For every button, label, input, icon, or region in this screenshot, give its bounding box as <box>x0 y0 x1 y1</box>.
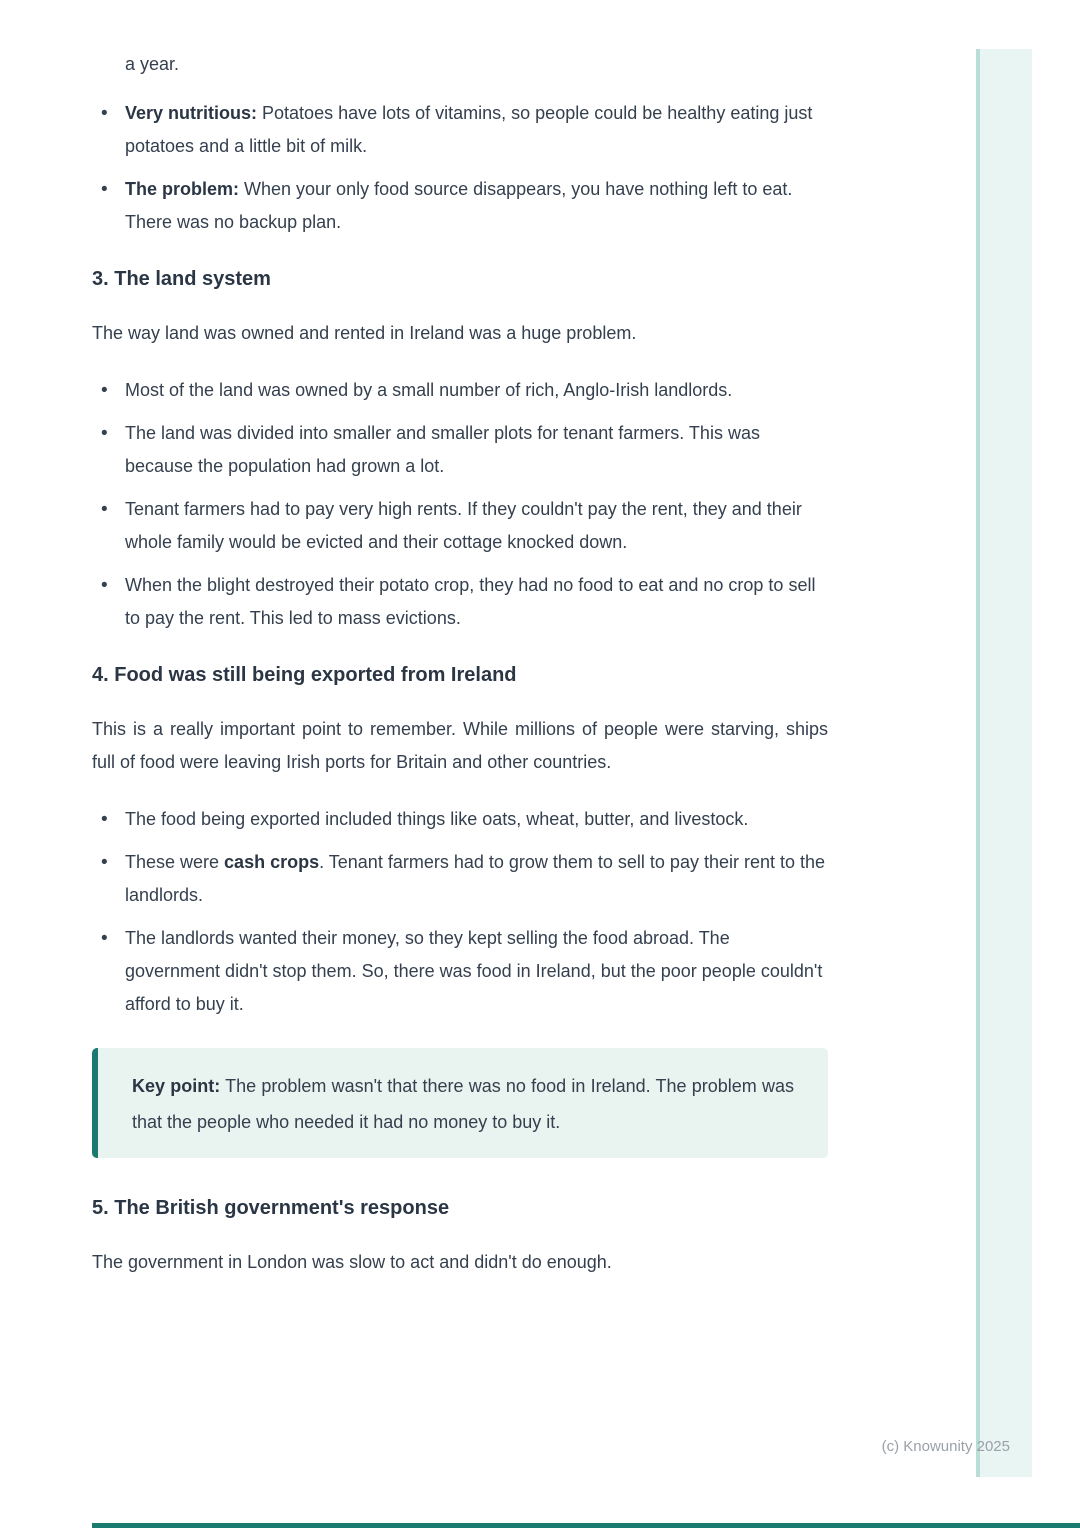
list-item <box>92 846 828 912</box>
section-heading-land-system: 3. The land system <box>92 268 271 290</box>
section-intro: This is a really important point to remember. While millions of people were starving, ships full of food were leaving Irish ports for Britain and other countries. <box>92 719 828 772</box>
key-point-body: The problem wasn't that there was no food in Ireland. The problem was that the people who needed it had no money to buy it. <box>132 1076 795 1132</box>
section-intro: The way land was owned and rented in Ireland was a huge problem. <box>92 323 637 343</box>
key-point-text <box>132 1068 794 1140</box>
food-export-list <box>92 803 828 1021</box>
list-item-lead: The problem: <box>125 179 240 199</box>
copyright-notice: (c) Knowunity 2025 <box>881 1438 1010 1455</box>
key-point-label: Key point: <box>132 1076 221 1096</box>
page-edge-strip <box>976 49 1032 1477</box>
list-item-text: When your only food source disappears, you have nothing left to eat. There was no backup plan. <box>125 179 793 232</box>
list-item-text: The food being exported included things like oats, wheat, butter, and livestock. <box>125 809 749 829</box>
list-item-bold: cash crops <box>224 852 320 872</box>
list-item <box>92 374 828 407</box>
list-item-text: These were <box>125 852 225 872</box>
list-item-text: Potatoes have lots of vitamins, so people could be healthy eating just potatoes and a little bit of milk. <box>125 103 813 156</box>
section-heading-government-response: 5. The British government's response <box>92 1197 450 1219</box>
list-item <box>92 803 828 836</box>
list-item <box>92 493 828 559</box>
list-item-lead: Very nutritious: <box>125 103 258 123</box>
key-point-callout <box>92 1048 828 1158</box>
list-item-text: . Tenant farmers had to grow them to sell to pay their rent to the landlords. <box>125 852 826 905</box>
section-intro: The government in London was slow to act and didn't do enough. <box>92 1252 612 1272</box>
list-item <box>92 97 828 163</box>
list-item <box>92 173 828 239</box>
list-item-text: Tenant farmers had to pay very high rents. If they couldn't pay the rent, they and their whole family would be evicted and their cottage knocked down. <box>125 499 802 552</box>
list-item <box>92 922 828 1021</box>
list-item-text: The land was divided into smaller and smaller plots for tenant farmers. This was because the population had grown a lot. <box>125 423 760 476</box>
list-item <box>92 417 828 483</box>
list-item-text: The landlords wanted their money, so they kept selling the food abroad. The government didn't stop them. So, there was food in Ireland, but the poor people couldn't afford to buy it. <box>125 928 823 1014</box>
list-item <box>92 569 828 635</box>
continuation-text: a year. <box>125 54 180 74</box>
list-item-text: Most of the land was owned by a small number of rich, Anglo-Irish landlords. <box>125 380 733 400</box>
list-item-text: When the blight destroyed their potato crop, they had no food to eat and no crop to sell to pay the rent. This led to mass evictions. <box>125 575 816 628</box>
land-system-list <box>92 374 828 635</box>
potato-facts-list <box>92 97 828 239</box>
section-heading-food-exported: 4. Food was still being exported from Ireland <box>92 664 517 686</box>
page-content <box>92 48 828 1279</box>
next-section-edge <box>92 1523 1080 1528</box>
